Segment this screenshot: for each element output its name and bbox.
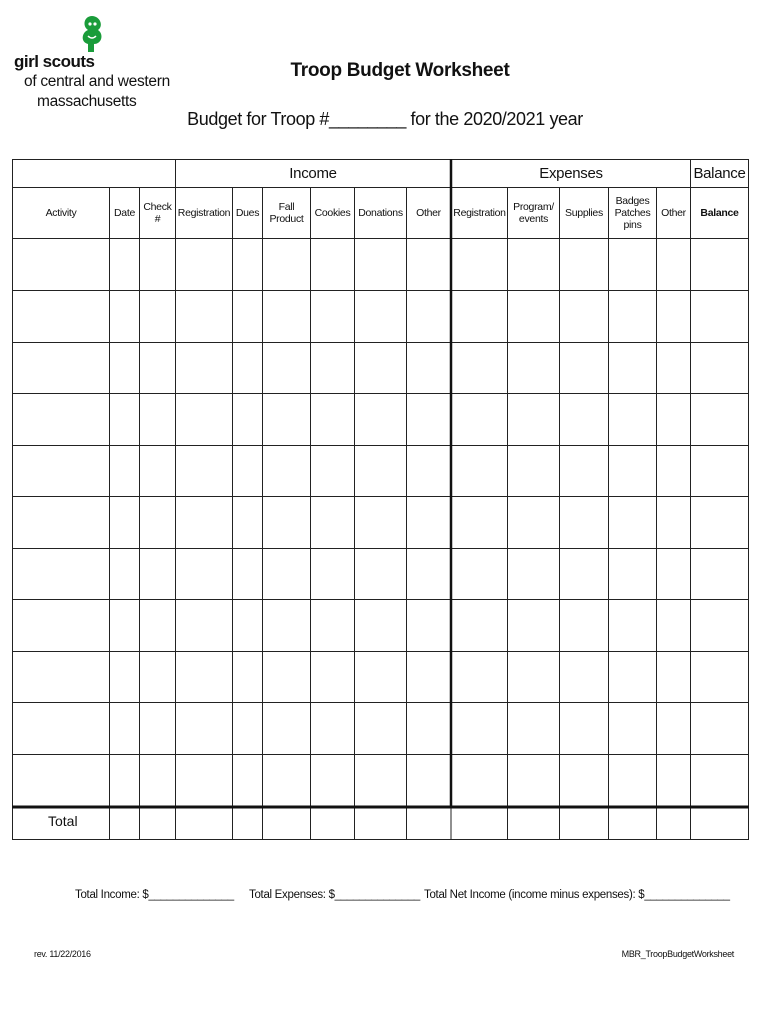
- logo-region-text: of central and western: [24, 73, 170, 90]
- column-balance: Balance: [700, 207, 739, 219]
- column-donations: Donations: [358, 207, 403, 219]
- column-income-other: Other: [416, 207, 441, 219]
- column-check-number: Check #: [143, 201, 172, 225]
- troop-year-line: Budget for Troop #________ for the 2020/2021 year: [187, 109, 583, 129]
- column-cookies: Cookies: [314, 207, 351, 219]
- income-group-header: Income: [289, 165, 337, 182]
- balance-group-header: Balance: [693, 165, 746, 182]
- column-program-events: Program/ events: [513, 201, 554, 225]
- column-dues: Dues: [235, 207, 260, 219]
- net-income-field: Total Net Income (income minus expenses): $______________: [424, 889, 730, 901]
- total-row-label: Total: [48, 813, 78, 829]
- logo-state-text: massachusetts: [37, 93, 137, 110]
- column-fall-product: Fall Product: [269, 201, 304, 225]
- column-expense-other: Other: [661, 207, 686, 219]
- total-expenses-field: Total Expenses: $______________: [249, 889, 421, 901]
- page-title: Troop Budget Worksheet: [290, 60, 510, 81]
- column-expense-registration: Registration: [453, 207, 506, 219]
- logo-brand-text: girl scouts: [14, 52, 95, 71]
- column-supplies: Supplies: [565, 207, 603, 219]
- total-income-field: Total Income: $______________: [75, 889, 234, 901]
- column-date: Date: [114, 207, 135, 219]
- document-file-name: MBR_TroopBudgetWorksheet: [621, 949, 734, 959]
- revision-date: rev. 11/22/2016: [34, 949, 91, 959]
- column-badges-patches-pins: Badges Patches pins: [614, 195, 651, 231]
- column-activity: Activity: [45, 207, 77, 219]
- expenses-group-header: Expenses: [539, 165, 603, 182]
- column-income-registration: Registration: [177, 207, 231, 219]
